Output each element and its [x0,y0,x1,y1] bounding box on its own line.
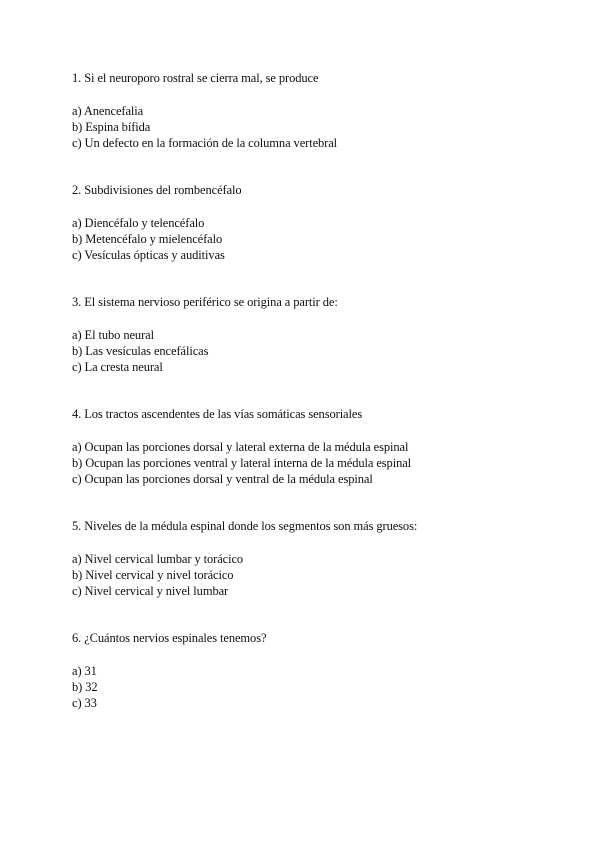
answer-options [72,327,552,375]
answer-option-c: c) Ocupan las porciones dorsal y ventral de la médula espinal [72,472,373,486]
answer-option-c: c) Nivel cervical y nivel lumbar [72,584,229,598]
question-block-4 [72,406,552,518]
document-page [72,70,552,742]
question-text: 3. El sistema nervioso periférico se origina a partir de: [72,295,338,309]
answer-option-b: b) Espina bífida [72,120,151,134]
answer-option-c: c) Vesículas ópticas y auditivas [72,248,225,262]
answer-option-a: a) Ocupan las porciones dorsal y lateral externa de la médula espinal [72,440,409,454]
question-block-3 [72,294,552,406]
answer-option-a: a) Nivel cervical lumbar y torácico [72,552,244,566]
answer-options [72,663,552,711]
question-text: 4. Los tractos ascendentes de las vías somáticas sensoriales [72,407,363,421]
question-text: 6. ¿Cuántos nervios espinales tenemos? [72,631,267,645]
answer-option-b: b) Las vesículas encefálicas [72,344,209,358]
question-block-6 [72,630,552,742]
answer-option-c: c) 33 [72,696,97,710]
answer-options [72,103,552,151]
question-block-1 [72,70,552,182]
answer-option-a: a) Anencefalia [72,104,144,118]
answer-options [72,215,552,263]
question-text: 1. Si el neuroporo rostral se cierra mal, se produce [72,71,319,85]
answer-option-a: a) Diencéfalo y telencéfalo [72,216,205,230]
answer-option-b: b) Ocupan las porciones ventral y lateral interna de la médula espinal [72,456,412,470]
answer-options [72,439,552,487]
question-block-5 [72,518,552,630]
question-text: 5. Niveles de la médula espinal donde los segmentos son más gruesos: [72,519,418,533]
answer-option-a: a) 31 [72,664,97,678]
answer-option-c: c) Un defecto en la formación de la columna vertebral [72,136,338,150]
answer-options [72,551,552,599]
question-block-2 [72,182,552,294]
answer-option-c: c) La cresta neural [72,360,163,374]
answer-option-b: b) Nivel cervical y nivel torácico [72,568,234,582]
answer-option-b: b) 32 [72,680,98,694]
answer-option-a: a) El tubo neural [72,328,154,342]
answer-option-b: b) Metencéfalo y mielencéfalo [72,232,223,246]
question-text: 2. Subdivisiones del rombencéfalo [72,183,242,197]
